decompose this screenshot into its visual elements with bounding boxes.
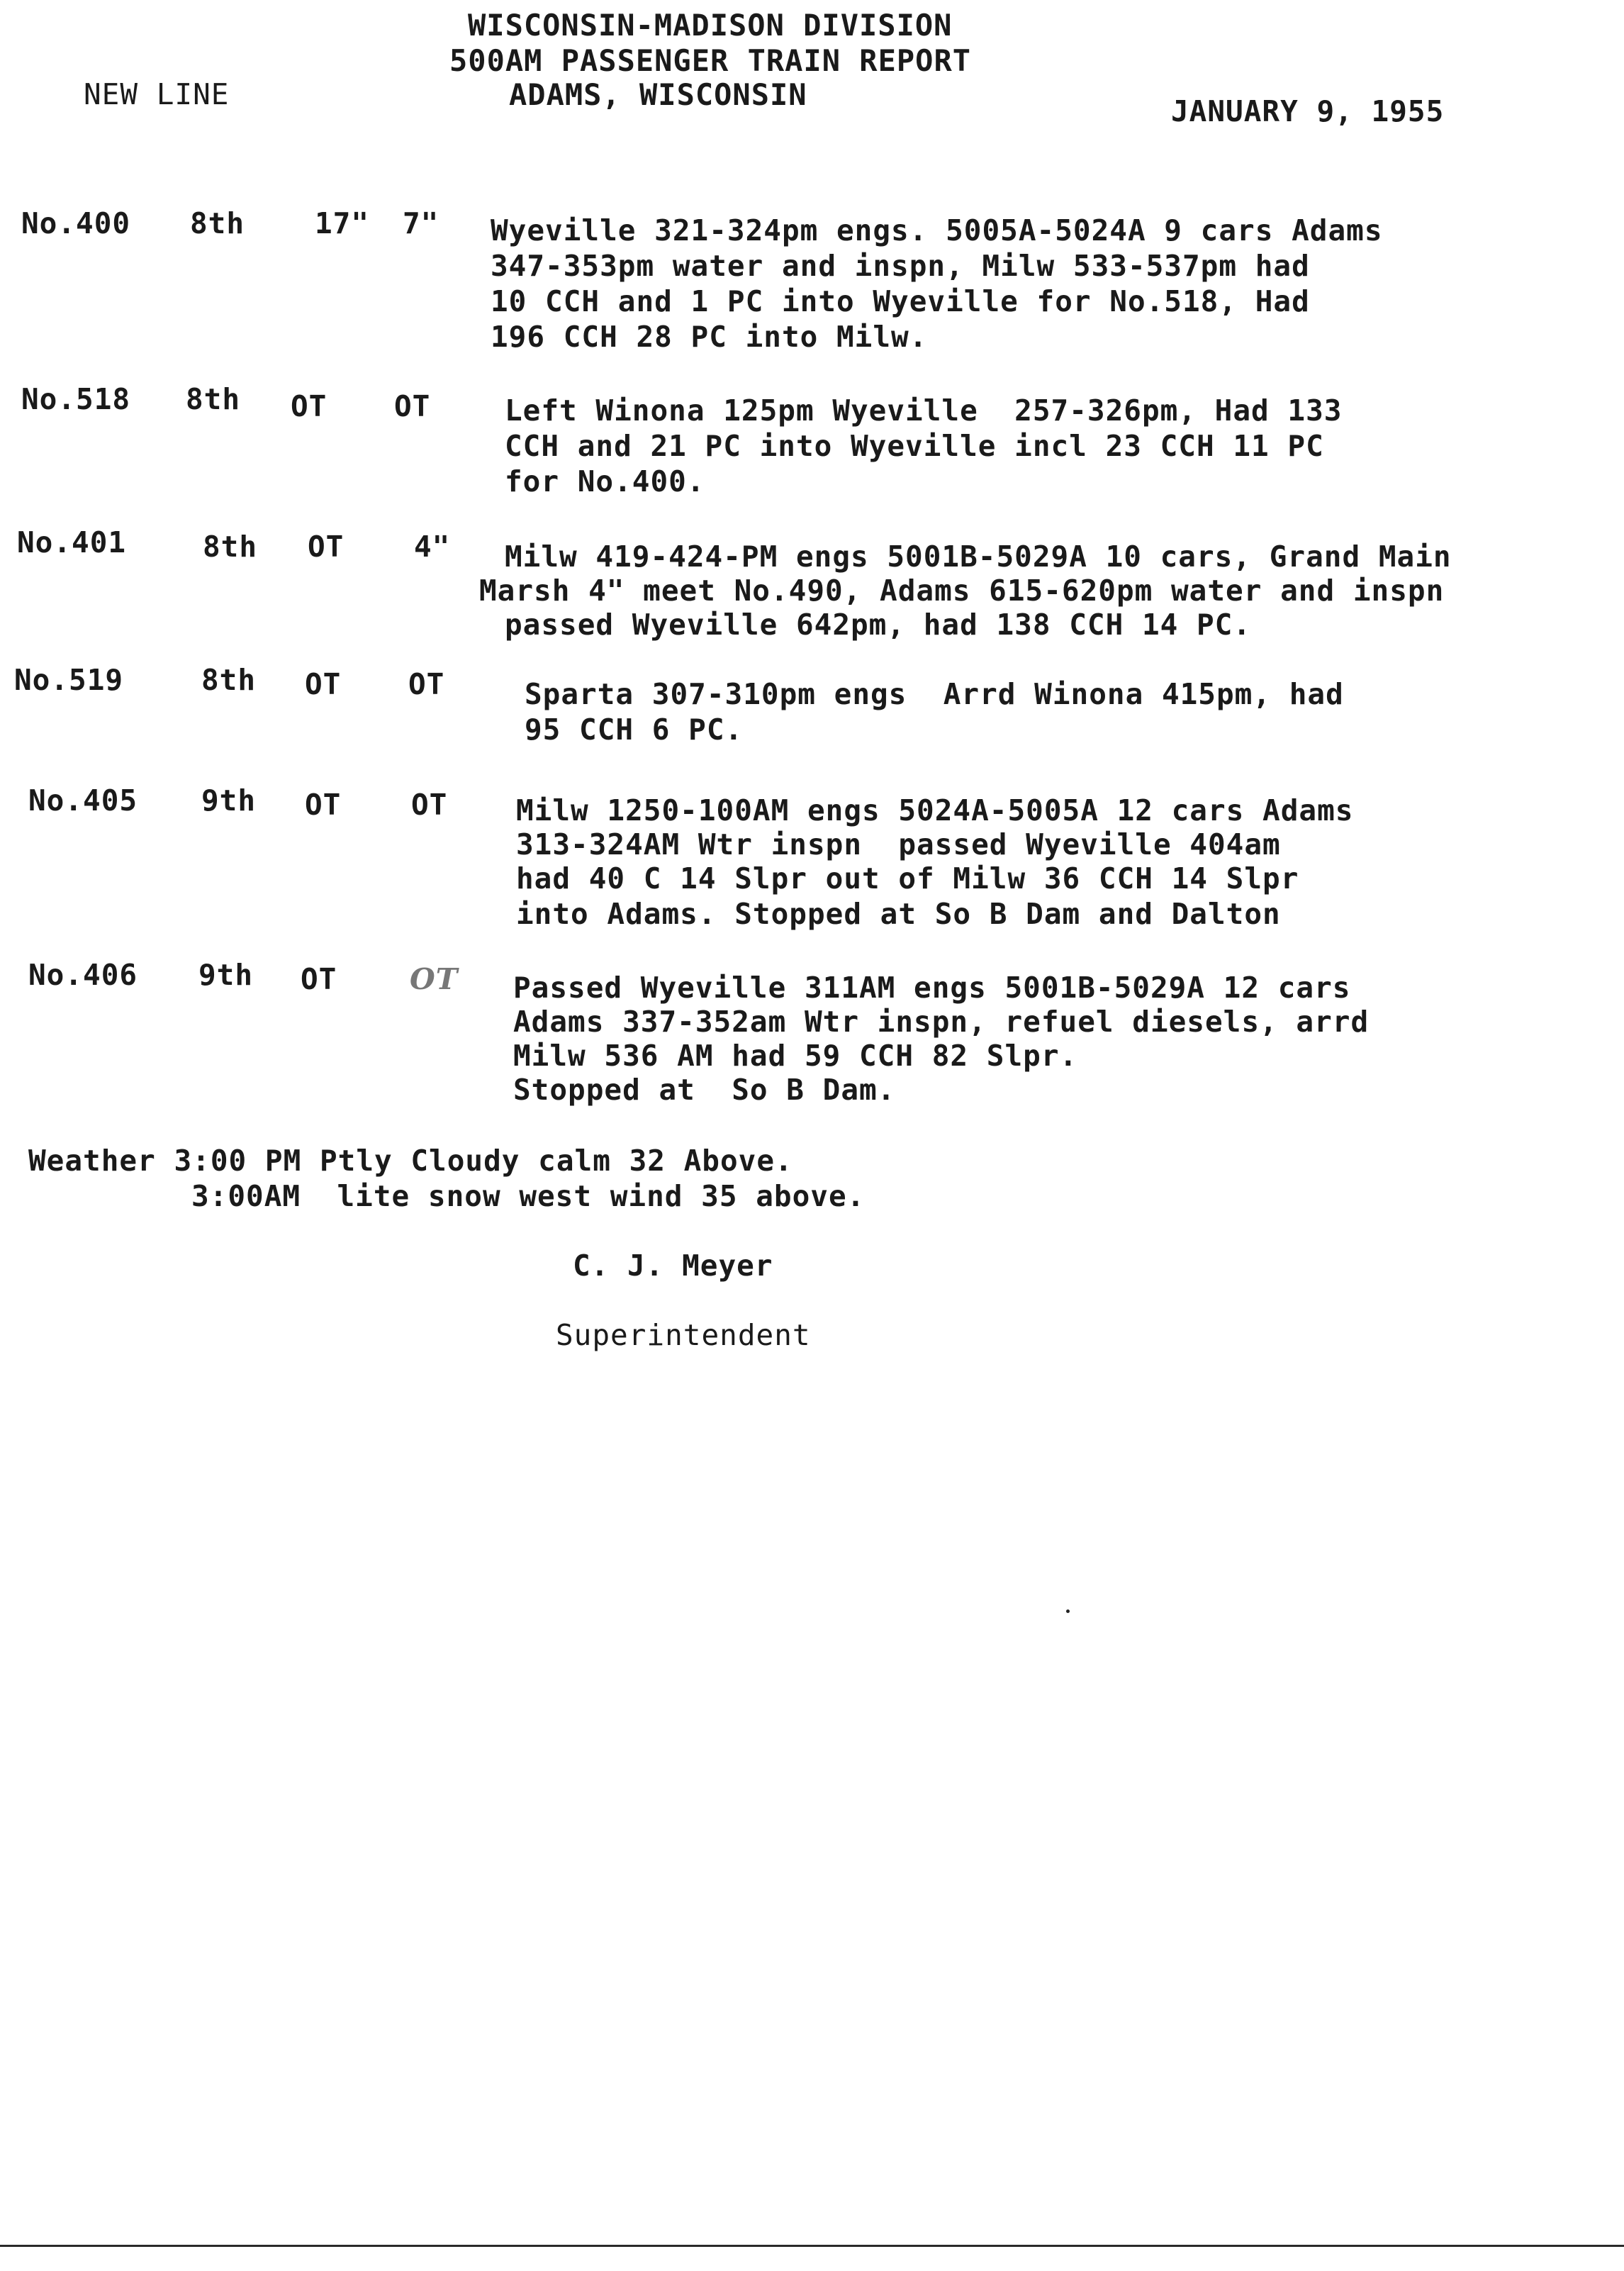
entry-line: Stopped at So B Dam.	[513, 1073, 896, 1107]
train-day: 8th	[201, 663, 257, 697]
page-speck	[1066, 1609, 1070, 1613]
entry-line: Milw 1250-100AM engs 5024A-5005A 12 cars Adams	[516, 793, 1354, 827]
entry-line: 347-353pm water and inspn, Milw 533-537pm had	[491, 249, 1310, 283]
entry-line: had 40 C 14 Slpr out of Milw 36 CCH 14 Slpr	[516, 861, 1299, 895]
entry-line: Milw 419-424-PM engs 5001B-5029A 10 cars, Grand Main	[505, 540, 1452, 574]
entry-line: passed Wyeville 642pm, had 138 CCH 14 PC.	[505, 608, 1252, 642]
entry-line: 10 CCH and 1 PC into Wyeville for No.518, Had	[491, 284, 1310, 318]
train-late-1: 17"	[315, 206, 370, 240]
train-day: 8th	[186, 382, 241, 416]
entry-line: Milw 536 AM had 59 CCH 82 Slpr.	[513, 1039, 1078, 1073]
train-late-1: OT	[291, 389, 327, 423]
train-late-1: OT	[308, 530, 345, 564]
entry-line: Adams 337-352am Wtr inspn, refuel diesels, arrd	[513, 1005, 1370, 1039]
train-number: No.405	[28, 783, 138, 818]
train-late-1: OT	[305, 788, 342, 822]
entry-line: Passed Wyeville 311AM engs 5001B-5029A 12 cars	[513, 971, 1351, 1005]
train-number: No.406	[28, 958, 138, 992]
train-day: 9th	[198, 958, 254, 992]
entry-line: Sparta 307-310pm engs Arrd Winona 415pm, had	[525, 677, 1344, 711]
train-number: No.401	[17, 525, 127, 559]
handwritten-late-2: OT	[410, 962, 459, 996]
entry-line: 95 CCH 6 PC.	[525, 713, 744, 747]
train-late-1: OT	[305, 667, 342, 701]
weather-line-1: Weather 3:00 PM Ptly Cloudy calm 32 Above.	[28, 1144, 793, 1178]
division-title: WISCONSIN-MADISON DIVISION	[468, 8, 953, 43]
train-late-2: 4"	[414, 530, 451, 564]
entry-line: into Adams. Stopped at So B Dam and Dalton	[516, 897, 1281, 931]
entry-line: CCH and 21 PC into Wyeville incl 23 CCH 11 PC	[505, 429, 1324, 463]
page-bottom-rule	[0, 2245, 1624, 2247]
entry-line: Marsh 4" meet No.490, Adams 615-620pm water and inspn	[479, 574, 1445, 608]
report-title: 500AM PASSENGER TRAIN REPORT	[449, 43, 972, 78]
entry-line: Wyeville 321-324pm engs. 5005A-5024A 9 cars Adams	[491, 213, 1383, 247]
entry-line: 196 CCH 28 PC into Milw.	[491, 320, 928, 354]
entry-line: for No.400.	[505, 464, 705, 498]
train-day: 9th	[201, 783, 257, 818]
train-late-2: OT	[394, 389, 431, 423]
train-day: 8th	[203, 530, 258, 564]
line-label: NEW LINE	[84, 77, 230, 111]
train-late-2: 7"	[403, 206, 439, 240]
report-location: ADAMS, WISCONSIN	[509, 77, 807, 112]
signature-title: Superintendent	[556, 1318, 811, 1352]
entry-line: 313-324AM Wtr inspn passed Wyeville 404am	[516, 827, 1281, 861]
weather-line-2: 3:00AM lite snow west wind 35 above.	[191, 1179, 866, 1213]
entry-line: Left Winona 125pm Wyeville 257-326pm, Had 133	[505, 394, 1343, 428]
train-late-2: OT	[408, 667, 445, 701]
report-date: JANUARY 9, 1955	[1171, 94, 1445, 128]
train-number: No.519	[14, 663, 124, 697]
signature-name: C. J. Meyer	[573, 1249, 773, 1283]
train-late-1: OT	[301, 962, 337, 996]
train-late-2: OT	[411, 788, 448, 822]
train-number: No.518	[21, 382, 131, 416]
train-day: 8th	[190, 206, 245, 240]
train-number: No.400	[21, 206, 131, 240]
